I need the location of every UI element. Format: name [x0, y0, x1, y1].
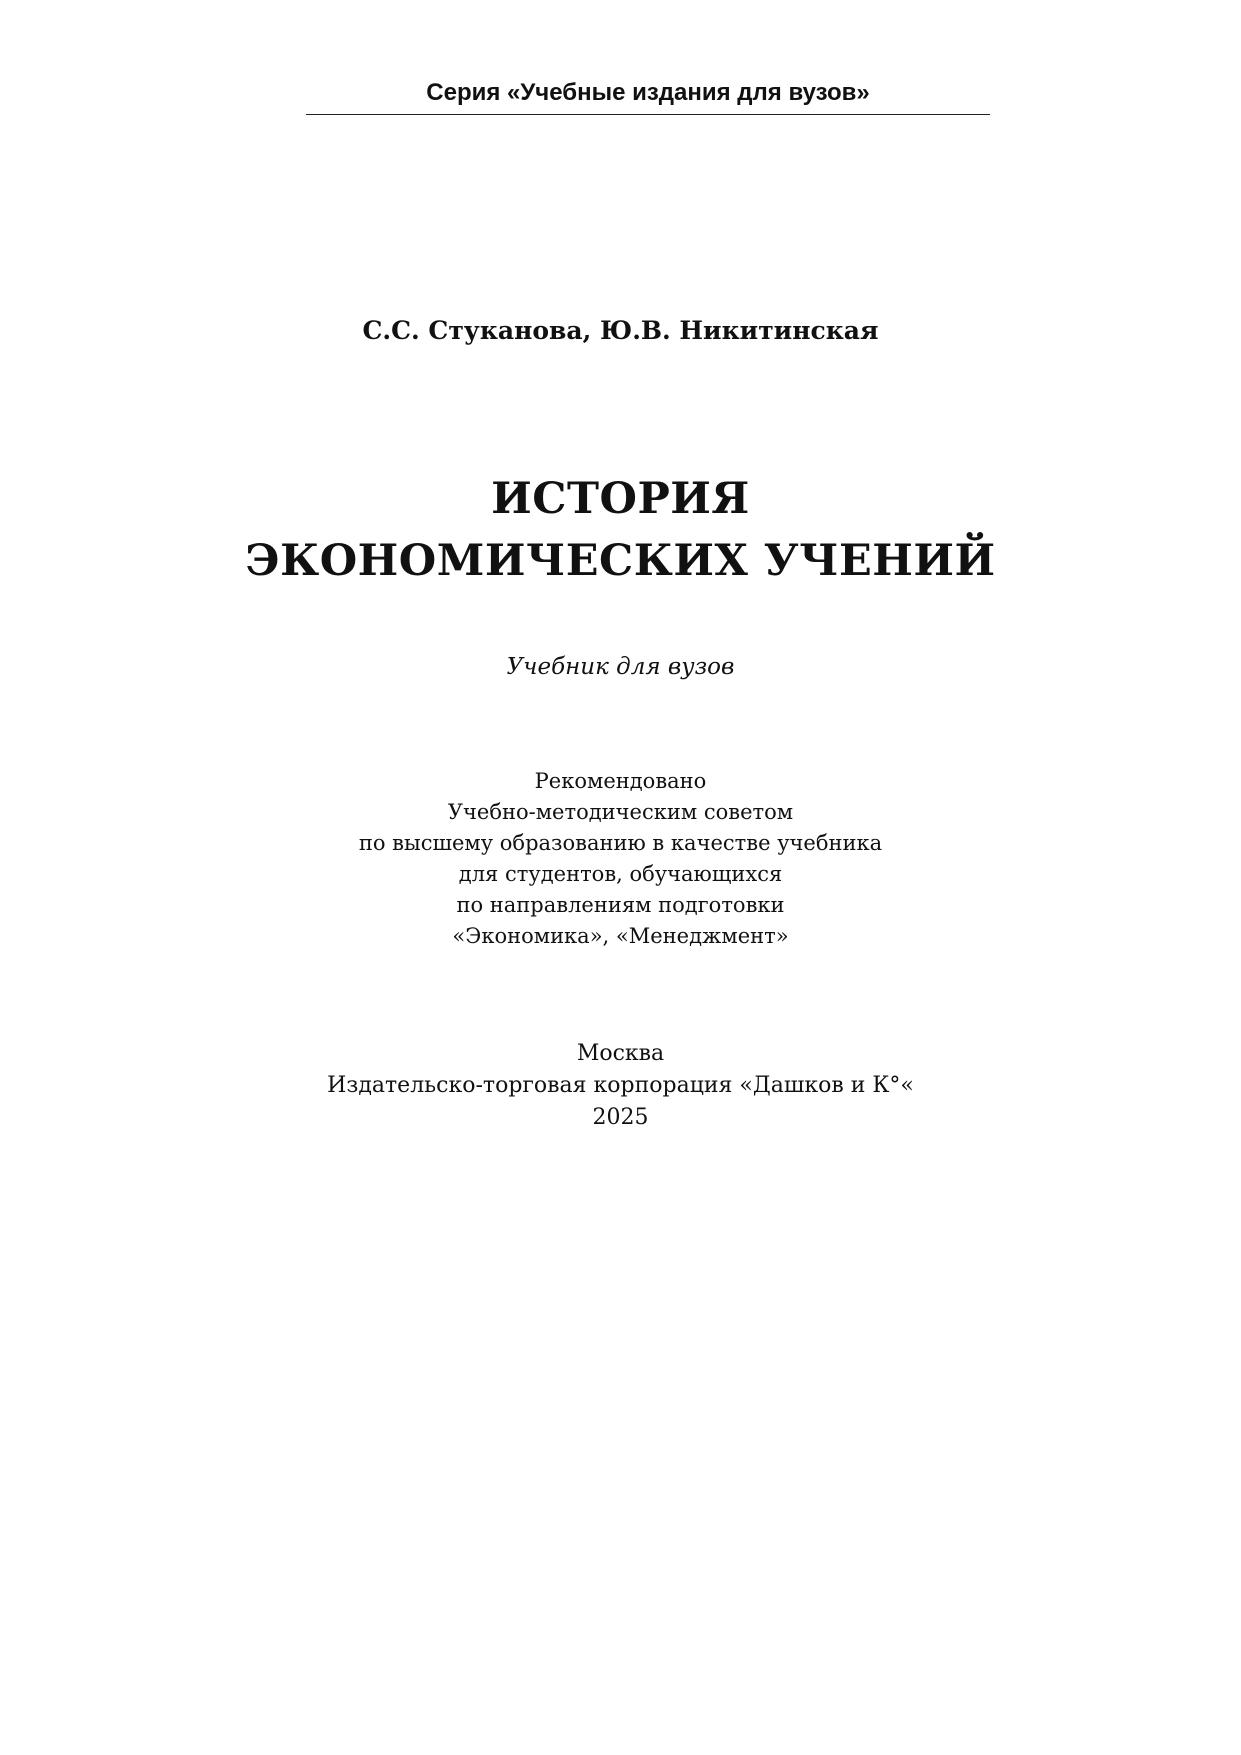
imprint-block [0, 1038, 1241, 1134]
recommendation-line: «Экономика», «Менеджмент» [452, 924, 789, 948]
imprint-publisher: Издательско-торговая корпорация «Дашков и К°« [327, 1073, 914, 1098]
book-title-line-1: ИСТОРИЯ [491, 474, 750, 524]
recommendation-line: Учебно-методическим советом [447, 800, 794, 824]
recommendation-block [0, 766, 1241, 952]
recommendation-line: для студентов, обучающихся [458, 862, 783, 886]
authors: С.С. Стуканова, Ю.В. Никитинская [362, 316, 879, 345]
recommendation-line: по высшему образованию в качестве учебника [358, 831, 883, 855]
book-subtitle: Учебник для вузов [506, 654, 735, 680]
book-title [0, 468, 1241, 592]
recommendation-line: по направлениям подготовки [456, 893, 785, 917]
imprint-year: 2025 [592, 1105, 649, 1130]
imprint-city: Москва [576, 1041, 665, 1066]
series-header: Серия «Учебные издания для вузов» [426, 79, 870, 106]
recommendation-line: Рекомендовано [534, 769, 707, 793]
series-divider [306, 114, 990, 115]
book-title-line-2: ЭКОНОМИЧЕСКИХ УЧЕНИЙ [245, 536, 996, 586]
